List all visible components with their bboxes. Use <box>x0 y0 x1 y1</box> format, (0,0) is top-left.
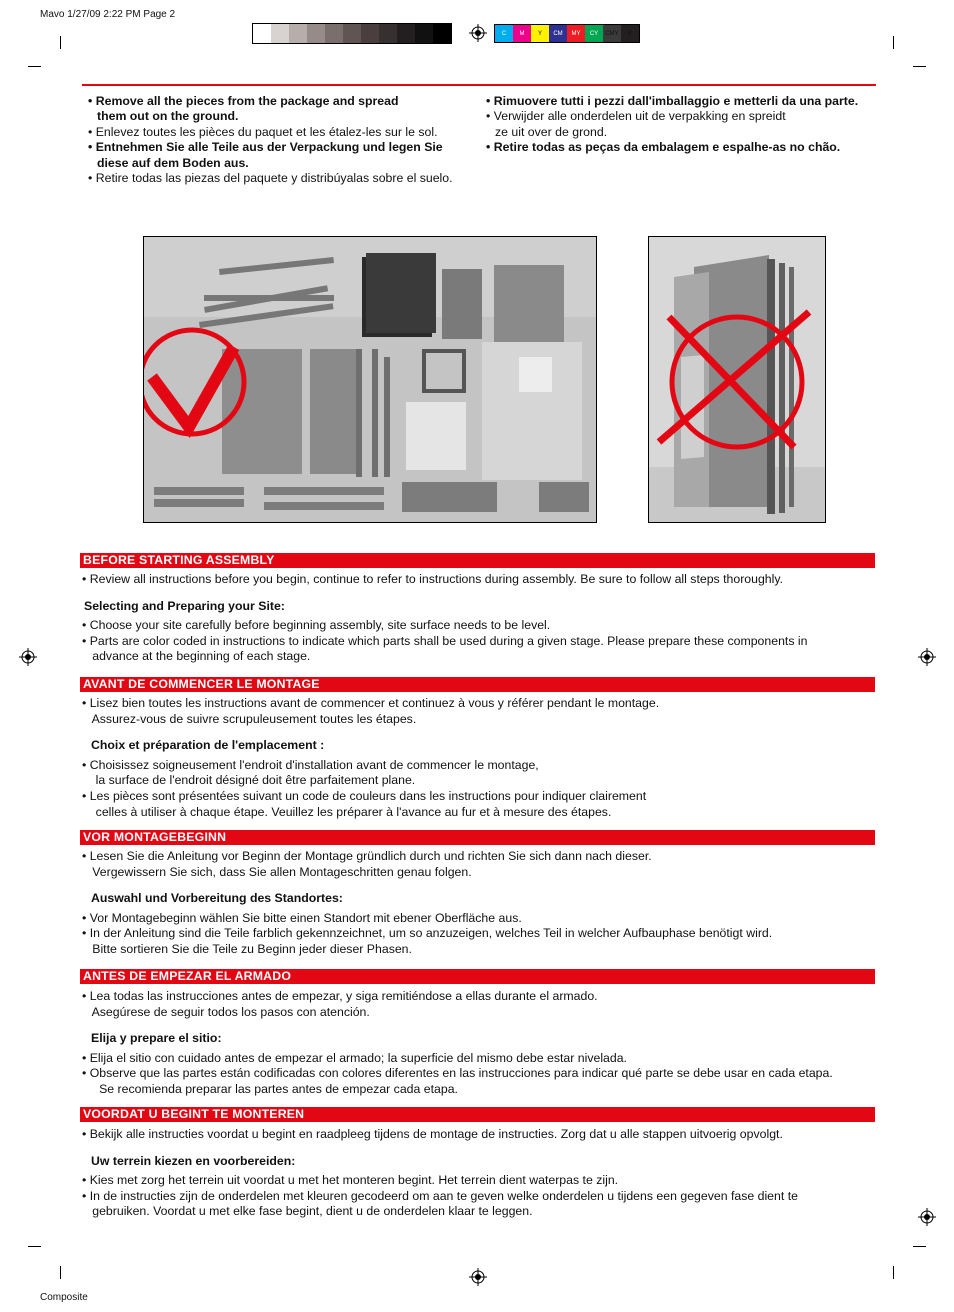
section-subtitle: Auswahl und Vorbereitung des Standortes: <box>91 891 343 906</box>
parts-spread-illustration <box>144 237 596 522</box>
intro-line: • Retire todas as peças da embalagem e espalhe-as no chão. <box>486 140 841 155</box>
gray-swatch <box>253 24 271 43</box>
gray-swatch <box>415 24 433 43</box>
section-item-line: la surface de l'endroit désigné doit être parfaitement plane. <box>82 773 416 788</box>
crop-mark <box>28 1246 41 1247</box>
section-item-line: • Parts are color coded in instructions to indicate which parts shall be used during a given stage. Please prepare these components in <box>82 633 808 648</box>
section-item-line: Se recomienda preparar las partes antes de empezar cada etapa. <box>82 1081 458 1096</box>
gray-swatch <box>307 24 325 43</box>
color-swatch: M <box>513 25 531 42</box>
print-slug-top: Mavo 1/27/09 2:22 PM Page 2 <box>40 9 176 20</box>
color-swatch: MY <box>567 25 585 42</box>
photo-parts-spread-correct <box>143 236 597 523</box>
section-heading-nl: VOORDAT U BEGINT TE MONTEREN <box>80 1107 875 1122</box>
section-item-line: gebruiken. Voordat u met elke fase begint, dient u de onderdelen klaar te leggen. <box>82 1204 533 1219</box>
top-red-rule <box>82 84 876 86</box>
crop-mark <box>60 1266 61 1279</box>
section-intro-line: Asegúrese de seguir todos los pasos con atención. <box>82 1004 370 1019</box>
gray-swatch <box>343 24 361 43</box>
color-swatch: CM <box>549 25 567 42</box>
registration-mark-icon <box>469 1268 487 1286</box>
section-heading-en: BEFORE STARTING ASSEMBLY <box>80 553 875 568</box>
section-intro-line: • Review all instructions before you begin, continue to refer to instructions during assembly. Be sure to follow all steps thoroughly. <box>82 572 784 586</box>
section-subtitle: Uw terrein kiezen en voorbereiden: <box>91 1153 296 1168</box>
color-swatch: Y <box>531 25 549 42</box>
section-item-line: • Kies met zorg het terrein uit voordat u met het monteren begint. Het terrein dient waterpas te zijn. <box>82 1173 619 1188</box>
crop-mark <box>60 36 61 49</box>
gray-swatch <box>271 24 289 43</box>
intro-line: • Verwijder alle onderdelen uit de verpakking en spreidt <box>486 109 786 124</box>
section-heading-es: ANTES DE EMPEZAR EL ARMADO <box>80 969 875 984</box>
section-body-en <box>82 572 882 665</box>
section-subtitle: Selecting and Preparing your Site: <box>84 598 285 613</box>
section-item-line: • Elija el sitio con cuidado antes de empezar el armado; la superficie del mismo debe estar nivelada. <box>82 1050 627 1065</box>
section-subtitle: Choix et préparation de l'emplacement : <box>91 738 325 753</box>
parts-stacked-illustration <box>649 237 825 522</box>
section-body-es <box>82 989 882 1098</box>
section-intro-line: Vergewissern Sie sich, dass Sie allen Montageschritten genau folgen. <box>82 864 472 879</box>
registration-mark-icon <box>918 648 936 666</box>
section-intro-line: • Bekijk alle instructies voordat u begint en raadpleeg tijdens de montage de instructies. Zorg dat u alle stappen uitvoerig opvolgt. <box>82 1127 783 1141</box>
color-swatch: CY <box>585 25 603 42</box>
section-item-line: • In der Anleitung sind die Teile farblich gekennzeichnet, um so anzuzeigen, welches Teil in welcher Aufbauphase benötigt wird. <box>82 926 773 941</box>
crop-mark <box>913 66 926 67</box>
gray-calibration-bar <box>252 23 452 44</box>
section-intro-line: Assurez-vous de suivre scrupuleusement toutes les étapes. <box>82 711 417 726</box>
registration-mark-icon <box>918 1208 936 1226</box>
crop-mark <box>28 66 41 67</box>
print-slug-bottom: Composite <box>40 1292 88 1303</box>
section-item-line: advance at the beginning of each stage. <box>82 649 311 664</box>
intro-right-column <box>486 94 878 156</box>
section-item-line: • Observe que las partes están codificadas con colores diferentes en las instrucciones para indicar qué parte se debe usar en cada etapa. <box>82 1066 833 1081</box>
gray-swatch <box>361 24 379 43</box>
intro-line: • Remove all the pieces from the package and spread <box>88 94 399 108</box>
crop-mark <box>893 1266 894 1279</box>
gray-swatch <box>325 24 343 43</box>
gray-swatch <box>397 24 415 43</box>
intro-line: ze uit over de grond. <box>495 124 608 139</box>
crop-mark <box>913 1246 926 1247</box>
gray-swatch <box>379 24 397 43</box>
color-swatch: C <box>495 25 513 42</box>
section-subtitle: Elija y prepare el sitio: <box>91 1031 222 1046</box>
gray-swatch <box>289 24 307 43</box>
photo-parts-stacked-incorrect <box>648 236 826 523</box>
section-item-line: • Choisissez soigneusement l'endroit d'installation avant de commencer le montage, <box>82 757 539 772</box>
section-intro-line: • Lisez bien toutes les instructions avant de commencer et continuez à vous y référer pendant le montage. <box>82 696 660 710</box>
section-item-line: celles à utiliser à chaque étape. Veuillez les préparer à l'avance au fur et à mesure des étapes. <box>82 804 612 819</box>
section-item-line: • Vor Montagebeginn wählen Sie bitte einen Standort mit ebener Oberfläche aus. <box>82 910 522 925</box>
section-heading-de: VOR MONTAGEBEGINN <box>80 830 875 845</box>
section-body-de <box>82 849 882 958</box>
intro-line: • Enlevez toutes les pièces du paquet et les étalez-les sur le sol. <box>88 124 438 139</box>
registration-mark-icon <box>19 648 37 666</box>
color-calibration-bar <box>494 24 640 43</box>
section-intro-line: • Lesen Sie die Anleitung vor Beginn der Montage gründlich durch und richten Sie sich dann nach dieser. <box>82 849 652 863</box>
section-intro-line: • Lea todas las instrucciones antes de empezar, y siga remitiéndose a ellas durante el armado. <box>82 989 598 1003</box>
section-heading-fr: AVANT DE COMMENCER LE MONTAGE <box>80 677 875 692</box>
registration-mark-icon <box>469 24 487 42</box>
section-body-fr <box>82 696 882 820</box>
section-item-line: • In de instructies zijn de onderdelen met kleuren gecodeerd om aan te geven welke onderdelen u tijdens een gegeven fase dient te <box>82 1188 798 1203</box>
color-swatch: CMY <box>603 25 621 42</box>
gray-swatch <box>433 24 451 43</box>
intro-line: them out on the ground. <box>97 109 239 124</box>
section-item-line: Bitte sortieren Sie die Teile zu Beginn jeder dieser Phasen. <box>82 941 412 956</box>
color-swatch: K <box>621 25 639 42</box>
section-body-nl <box>82 1127 882 1220</box>
intro-line: • Retire todas las piezas del paquete y distribúyalas sobre el suelo. <box>88 171 453 186</box>
crop-mark <box>893 36 894 49</box>
section-item-line: • Choose your site carefully before beginning assembly, site surface needs to be level. <box>82 618 551 633</box>
intro-line: diese auf dem Boden aus. <box>97 155 249 170</box>
intro-line: • Entnehmen Sie alle Teile aus der Verpackung und legen Sie <box>88 140 443 155</box>
intro-left-column <box>88 94 478 186</box>
intro-line: • Rimuovere tutti i pezzi dall'imballaggio e metterli da una parte. <box>486 94 859 108</box>
section-item-line: • Les pièces sont présentées suivant un code de couleurs dans les instructions pour indiquer clairement <box>82 788 647 803</box>
